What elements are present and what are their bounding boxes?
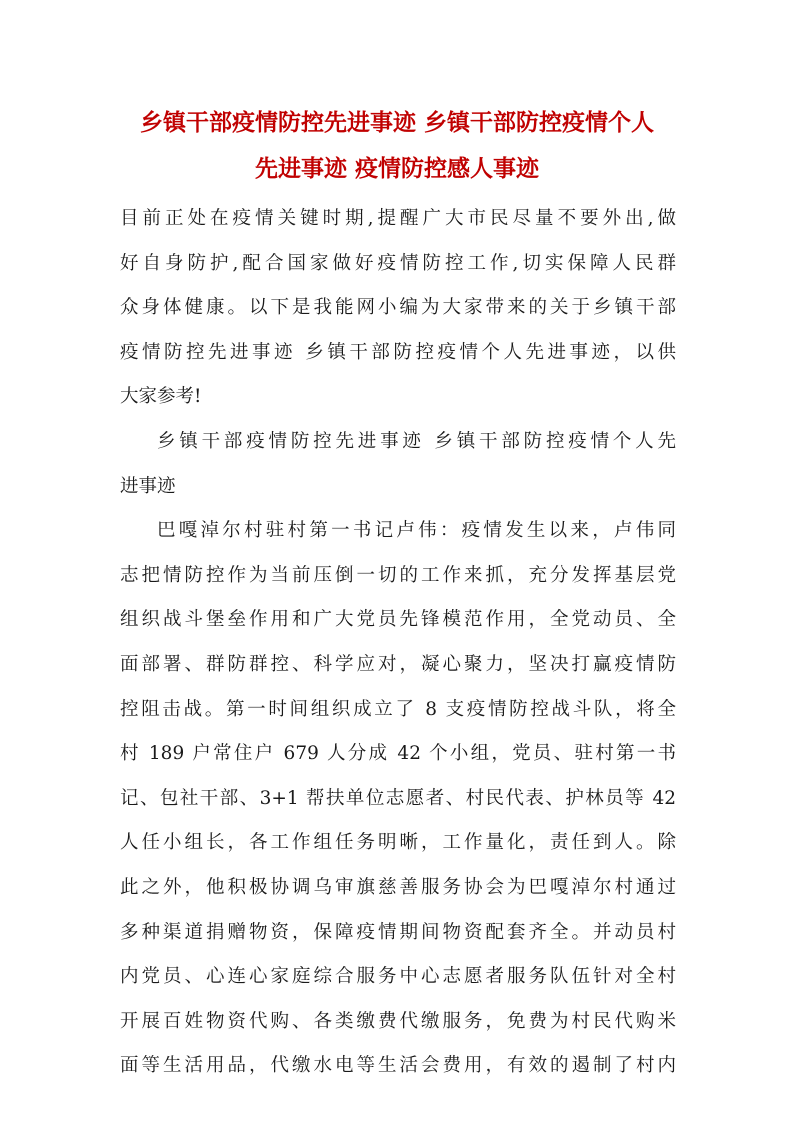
text-line: 开展百姓物资代购、各类缴费代缴服务，免费为村民代购米 [120, 1010, 676, 1032]
text-line: 人任小组长，各工作组任务明晰，工作量化，责任到人。除 [120, 832, 676, 854]
paragraph-intro [120, 197, 676, 420]
title-line-1: 乡镇干部疫情防控先进事迹 乡镇干部防控疫情个人 [139, 109, 654, 136]
text-line: 众身体健康。以下是我能网小编为大家带来的关于乡镇干部 [120, 297, 676, 319]
text-line: 好自身防护,配合国家做好疫情防控工作,切实保障人民群 [120, 252, 676, 274]
text-line: 志把情防控作为当前压倒一切的工作来抓，充分发挥基层党 [120, 564, 676, 586]
text-line: 控阻击战。第一时间组织成立了 8 支疫情防控战斗队，将全 [120, 698, 676, 720]
text-line: 面等生活用品，代缴水电等生活会费用，有效的遏制了村内 [120, 1055, 676, 1077]
text-line: 村 189 户常住户 679 人分成 42 个小组，党员、驻村第一书 [120, 743, 676, 765]
text-line: 大家参考! [120, 386, 202, 408]
text-line: 内党员、心连心家庭综合服务中心志愿者服务队伍针对全村 [120, 966, 676, 988]
title-line-2: 先进事迹 疫情防控感人事迹 [254, 155, 539, 182]
text-line: 此之外，他积极协调乌审旗慈善服务协会为巴嘎淖尔村通过 [120, 876, 676, 898]
text-line: 巴嘎淖尔村驻村第一书记卢伟：疫情发生以来，卢伟同 [157, 520, 676, 542]
text-line: 面部署、群防群控、科学应对，凝心聚力，坚决打赢疫情防 [120, 653, 676, 675]
text-line: 目前正处在疫情关键时期,提醒广大市民尽量不要外出,做 [120, 208, 676, 229]
text-line: 乡镇干部疫情防控先进事迹 乡镇干部防控疫情个人先 [157, 430, 676, 452]
text-line: 记、包社干部、3+1 帮扶单位志愿者、村民代表、护林员等 42 [120, 787, 676, 809]
text-line: 疫情防控先进事迹 乡镇干部防控疫情个人先进事迹，以供 [120, 341, 676, 363]
text-line: 多种渠道捐赠物资，保障疫情期间物资配套齐全。并动员村 [120, 921, 676, 943]
document-body [120, 197, 676, 1089]
paragraph-subheading [120, 420, 676, 509]
text-line: 进事迹 [120, 475, 176, 497]
document-title [110, 100, 684, 192]
text-line: 组织战斗堡垒作用和广大党员先锋模范作用，全党动员、全 [120, 609, 676, 631]
paragraph-main [120, 509, 676, 1089]
